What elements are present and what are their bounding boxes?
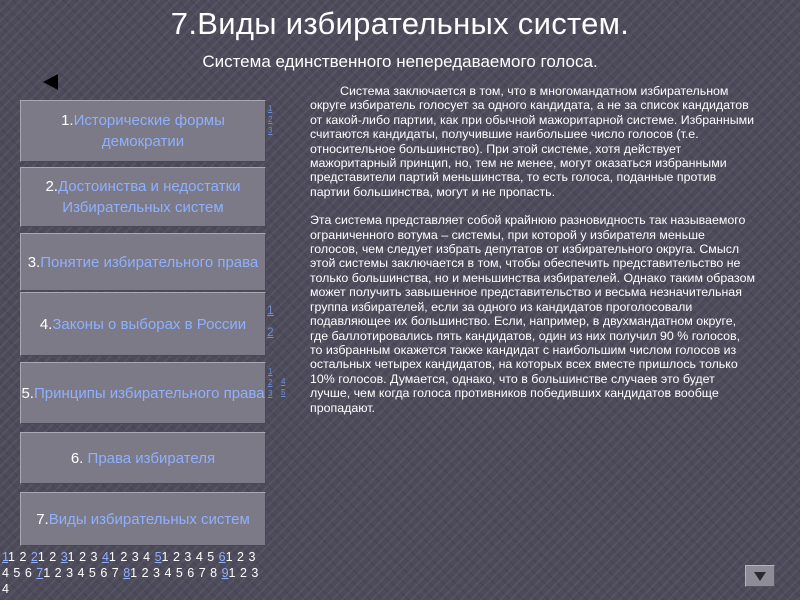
home-button[interactable] [745, 565, 775, 587]
bottom-nav-link[interactable]: 3 [60, 550, 68, 564]
bottom-nav-text: 1 2 3 4 [2, 566, 259, 596]
nav-button-text [21, 383, 264, 404]
nav-link[interactable]: Законы о выборах в России [52, 315, 247, 333]
bottom-nav-link[interactable]: 7 [36, 566, 44, 580]
nav-button-text [71, 448, 215, 469]
nav-number: 6. [70, 449, 88, 467]
bottom-nav-text: 1 2 [8, 550, 31, 564]
bottom-nav-link[interactable]: 4 [101, 550, 109, 564]
nav-button-election-laws[interactable] [20, 292, 266, 356]
nav-link[interactable]: Исторические формы демократии [73, 112, 225, 150]
nav-button-electoral-systems[interactable] [20, 492, 266, 546]
sublink[interactable]: 4 [281, 377, 286, 386]
nav-button-text [21, 176, 265, 218]
nav-link[interactable]: Достоинства и недостатки Избирательных систем [57, 178, 241, 216]
nav-link[interactable]: Принципы избирательного права [33, 384, 265, 402]
nav-number: 2. [45, 178, 58, 195]
bottom-nav-text: 1 2 3 4 [108, 550, 155, 564]
nav-link[interactable]: Понятие избирательного права [40, 253, 259, 271]
sublink[interactable]: 2 [267, 325, 274, 339]
nav-button-text [21, 110, 265, 152]
sublink[interactable]: 3 [268, 126, 273, 135]
nav-button-voter-rights[interactable] [20, 432, 266, 484]
sublink[interactable]: 3 [268, 389, 273, 398]
nav-button-text [36, 509, 250, 530]
nav-number: 5. [21, 384, 34, 402]
bottom-nav-text: 1 2 3 4 5 [161, 550, 219, 564]
bottom-nav-text: 1 2 [37, 550, 61, 564]
bottom-navigation [2, 549, 264, 597]
sublinks-section-1 [268, 103, 272, 136]
sublink[interactable]: 1 [267, 303, 274, 317]
nav-button-principles[interactable] [20, 362, 266, 424]
nav-button-text [40, 314, 246, 335]
bottom-nav-text: 1 2 3 4 5 6 7 [43, 566, 124, 580]
nav-button-historical-forms[interactable] [20, 100, 266, 162]
bottom-nav-link[interactable]: 8 [123, 566, 131, 580]
home-icon [754, 572, 766, 581]
sublink[interactable]: 2 [268, 378, 273, 387]
nav-link[interactable]: Виды избирательных систем [48, 510, 250, 528]
bottom-nav-link[interactable]: 9 [221, 566, 229, 580]
bottom-nav-text: 1 2 3 4 5 6 [2, 550, 256, 580]
sublink[interactable]: 1 [268, 367, 273, 376]
nav-link[interactable]: Права избирателя [87, 449, 216, 467]
paragraph: Эта система представляет собой крайнюю разновидность так называемого ограниченного вотума – системы, при которой у избирателя меньше голосов, чем следует избрать депутатов от избирательного округа. Смысл этой системы заключается в том, чтобы обеспечить представительство не только большинства, но и меньшинства избирателей. Однако таким образом может получить завышенное представительство и весьма незначительная группа избирателей, если за одного из кандидатов проголосовали подавляющее их большинство. Если, например, в двухмандатном округе, где баллотировались пять кандидатов, один из них получил 90 % голосов, то избранным окажется также кандидат с наибольшим числом голосов из остальных четырех кандидатов, на которых всех вместе пришлось только 10% голосов. Думается, однако, что в большинстве случаев это будет лучше, чем когда голоса противников победивших кандидатов вообще пропадают. [310, 213, 755, 415]
nav-number: 4. [39, 315, 53, 333]
main-text [310, 84, 755, 415]
bottom-nav-link[interactable]: 6 [218, 550, 226, 564]
bottom-nav-text: 1 2 3 [67, 550, 102, 564]
nav-button-electoral-right[interactable] [20, 233, 266, 291]
sublink[interactable]: 5 [281, 388, 286, 397]
page-subtitle: Система единственного непередаваемого голоса. [202, 52, 598, 71]
sublinks-section-4 [267, 299, 274, 343]
sublink[interactable]: 1 [268, 104, 273, 113]
back-arrow-icon[interactable] [43, 74, 58, 90]
sublinks-section-5b [281, 376, 285, 398]
bottom-nav-text: 1 2 3 4 5 6 7 8 [130, 566, 222, 580]
bottom-nav-link[interactable]: 1 [2, 550, 9, 564]
sublink[interactable]: 2 [268, 115, 273, 124]
page-title: 7.Виды избирательных систем. [170, 6, 630, 41]
sublinks-section-5a [268, 366, 272, 399]
nav-number: 7. [36, 510, 49, 528]
paragraph: Система заключается в том, что в многомандатном избирательном округе избиратель голосует за одного кандидата, а не за список кандидатов от какой-либо партии, как при обычной мажоритарной системе. Избранными считаются кандидаты, получившие наибольшее число голосов (т.е. относительное большинство). При этой системе, хотя действует мажоритарный принцип, но, тем не менее, могут оказаться избранными представители партий меньшинства, то есть голоса, поданные против партии большинства, могут и не пропасть. [310, 84, 755, 199]
nav-number: 3. [27, 253, 41, 271]
nav-number: 1. [61, 112, 74, 129]
bottom-nav-link[interactable]: 5 [154, 550, 162, 564]
nav-button-advantages[interactable] [20, 167, 266, 227]
bottom-nav-link[interactable]: 2 [30, 550, 38, 564]
nav-button-text [28, 252, 259, 273]
